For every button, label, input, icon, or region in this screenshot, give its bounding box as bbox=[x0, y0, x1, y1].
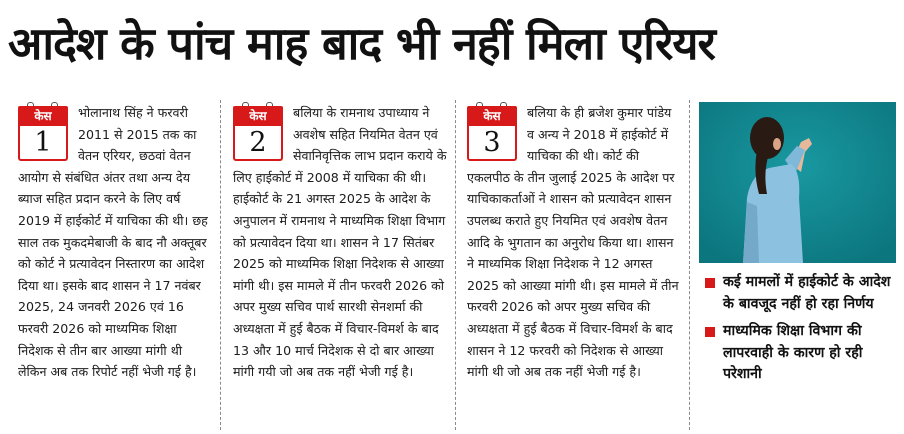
case-badge-number: 1 bbox=[18, 126, 68, 161]
column-divider bbox=[220, 100, 221, 430]
case-column-2 bbox=[233, 102, 447, 428]
case-badge bbox=[467, 106, 517, 163]
case-badge-label: केस bbox=[18, 106, 68, 126]
headline: आदेश के पांच माह बाद भी नहीं मिला एरियर bbox=[8, 17, 715, 70]
case-badge-label: केस bbox=[233, 106, 283, 126]
case-badge-number: 3 bbox=[467, 126, 517, 161]
case-text: भोलानाथ सिंह ने फरवरी 2011 से 2015 तक का वेतन एरियर, छठवां वेतन आयोग से संबंधित अंतर तथा अन्य देय ब्याज सहित प्रदान करने के लिए वर्ष 2019 में हाईकोर्ट में याचिका की थी। छह साल तक मुकदमेबाजी के बाद नौ अक्तूबर को कोर्ट ने प्रत्यावेदन निस्तारण का आदेश दिया था। इसके बाद शासन ने 17 नवंबर 2025, 24 जनवरी 2026 एवं 16 फरवरी 2026 को माध्यमिक शिक्षा निदेशक से तीन बार आख्या मांगी थी लेकिन अब तक रिपोर्ट नहीं भेजी गई है। bbox=[18, 105, 208, 380]
highlights-list bbox=[699, 272, 898, 392]
case-column-3 bbox=[467, 102, 681, 428]
highlight-item bbox=[699, 272, 898, 315]
case-badge bbox=[233, 106, 283, 163]
bullet-square-icon bbox=[705, 327, 715, 337]
bullet-square-icon bbox=[705, 278, 715, 288]
case-column-1 bbox=[18, 102, 210, 428]
case-badge-label: केस bbox=[467, 106, 517, 126]
teacher-illustration bbox=[699, 102, 896, 263]
column-divider bbox=[689, 100, 690, 430]
column-divider bbox=[455, 100, 456, 430]
highlight-item bbox=[699, 321, 898, 386]
case-badge-number: 2 bbox=[233, 126, 283, 161]
teacher-chalkboard-photo bbox=[699, 102, 896, 263]
case-text: बलिया के ही ब्रजेश कुमार पांडेय व अन्य ने 2018 में हाईकोर्ट में याचिका की थी। कोर्ट की एकलपीठ के तीन जुलाई 2025 के आदेश पर याचिकाकर्ताओं ने शासन को प्रत्यावेदन शासन उपलब्ध कराते हुए नियमित एवं अवशेष वेतन आदि के भुगतान का अनुरोध किया था। शासन ने माध्यमिक शिक्षा निदेशक ने 12 अगस्त 2025 को आख्या मांगी थी। इस मामले में तीन फरवरी 2026 को अपर मुख्य सचिव की अध्यक्षता में हुई बैठक में विचार-विमर्श के बाद शासन ने 12 फरवरी को निदेशक से आख्या मांगी थी जो अब तक नहीं भेजी गई है। bbox=[467, 105, 679, 380]
case-badge bbox=[18, 106, 68, 163]
highlight-text: माध्यमिक शिक्षा विभाग की लापरवाही के कारण हो रही परेशानी bbox=[723, 323, 863, 382]
case-text: बलिया के रामनाथ उपाध्याय ने अवशेष सहित नियमित वेतन एवं सेवानिवृत्तिक लाभ प्रदान कराये के लिए हाईकोर्ट में 2008 में याचिका की थी। हाईकोर्ट के 21 अगस्त 2025 के आदेश के अनुपालन में रामनाथ ने माध्यमिक शिक्षा विभाग को प्रत्यावेदन दिया था। शासन ने 17 सितंबर 2025 को माध्यमिक शिक्षा निदेशक से आख्या मांगी थी। इस मामले में तीन फरवरी 2026 को अपर मुख्य सचिव पार्थ सारथी सेनशर्मा की अध्यक्षता में हुई बैठक में विचार-विमर्श के बाद 13 और 10 मार्च निदेशक से दो बार आख्या मांगी गयी जो अब तक नहीं भेजी गई है। bbox=[233, 105, 447, 380]
highlight-text: कई मामलों में हाईकोर्ट के आदेश के बावजूद नहीं हो रहा निर्णय bbox=[723, 274, 891, 312]
